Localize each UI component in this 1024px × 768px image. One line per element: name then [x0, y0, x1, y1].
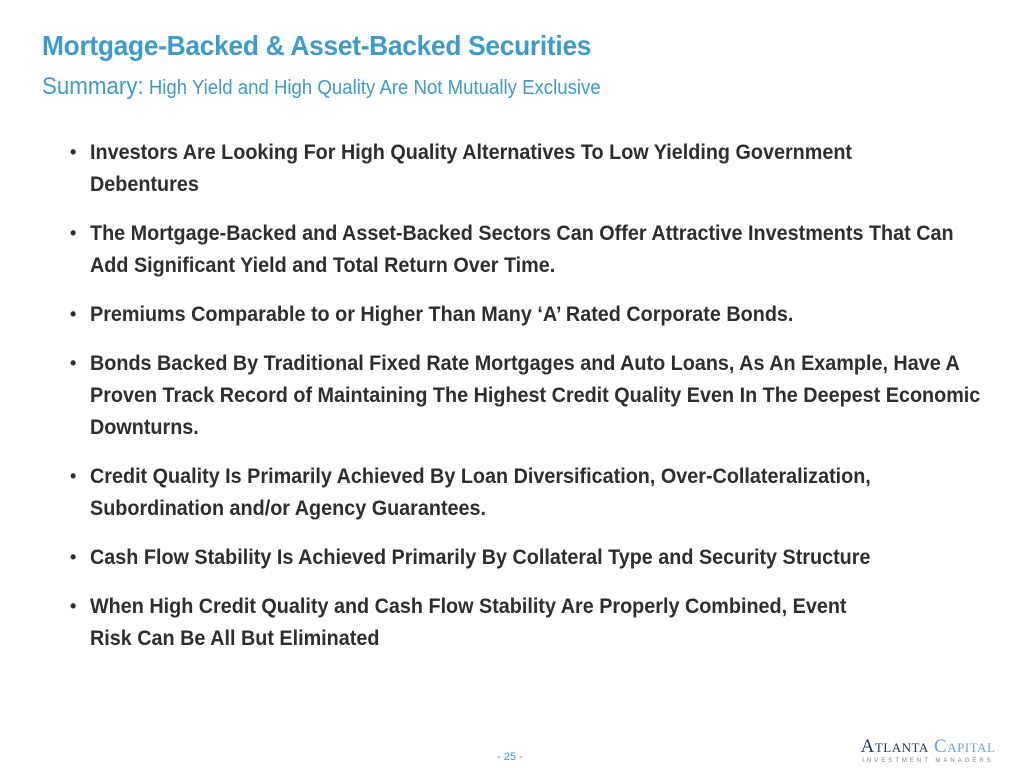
- bullet-text: The Mortgage-Backed and Asset-Backed Sectors Can Offer Attractive Investments That Can Add Significant Yield and Total Return Over Time.: [90, 221, 954, 277]
- bullet-item: [70, 590, 1000, 654]
- bullet-icon: •: [70, 142, 77, 162]
- bullet-list: [70, 136, 1000, 671]
- bullet-icon: •: [70, 596, 77, 616]
- bullet-item: [70, 460, 1000, 524]
- subtitle-lead: Summary:: [42, 73, 144, 100]
- logo-wordmark: [848, 737, 1008, 757]
- bullet-item: [70, 541, 1000, 573]
- bullet-icon: •: [70, 223, 77, 243]
- company-logo: [848, 737, 1008, 765]
- slide-subtitle: [42, 73, 601, 101]
- bullet-text: Bonds Backed By Traditional Fixed Rate Mortgages and Auto Loans, As An Example, Have A Proven Track Record of Maintaining The Highest Credit Quality Even In The Deepest Economic Downturns.: [90, 351, 981, 439]
- logo-word-capital: Capital: [934, 736, 996, 757]
- bullet-icon: •: [70, 304, 77, 324]
- bullet-item: [70, 298, 1000, 330]
- subtitle-text: High Yield and High Quality Are Not Mutually Exclusive: [143, 77, 601, 99]
- bullet-text: Premiums Comparable to or Higher Than Many ‘A’ Rated Corporate Bonds.: [90, 302, 794, 326]
- page-number: - 25 -: [497, 751, 523, 763]
- bullet-item: [70, 217, 1000, 281]
- bullet-text: When High Credit Quality and Cash Flow Stability Are Properly Combined, Event Risk Can Be All But Eliminated: [90, 594, 847, 650]
- logo-tagline: INVESTMENT MANAGERS: [862, 758, 994, 764]
- bullet-text: Investors Are Looking For High Quality Alternatives To Low Yielding Government Debentures: [90, 140, 853, 196]
- bullet-icon: •: [70, 547, 77, 567]
- bullet-icon: •: [70, 353, 77, 373]
- bullet-text: Cash Flow Stability Is Achieved Primarily By Collateral Type and Security Structure: [90, 545, 871, 569]
- bullet-icon: •: [70, 466, 77, 486]
- bullet-item: [70, 347, 1000, 443]
- logo-word-atlanta: Atlanta: [860, 736, 929, 757]
- bullet-text: Credit Quality Is Primarily Achieved By Loan Diversification, Over-Collateralization, Subordination and/or Agency Guarantees.: [90, 464, 871, 520]
- bullet-item: [70, 136, 1000, 200]
- slide-title: Mortgage-Backed & Asset-Backed Securities: [42, 30, 592, 61]
